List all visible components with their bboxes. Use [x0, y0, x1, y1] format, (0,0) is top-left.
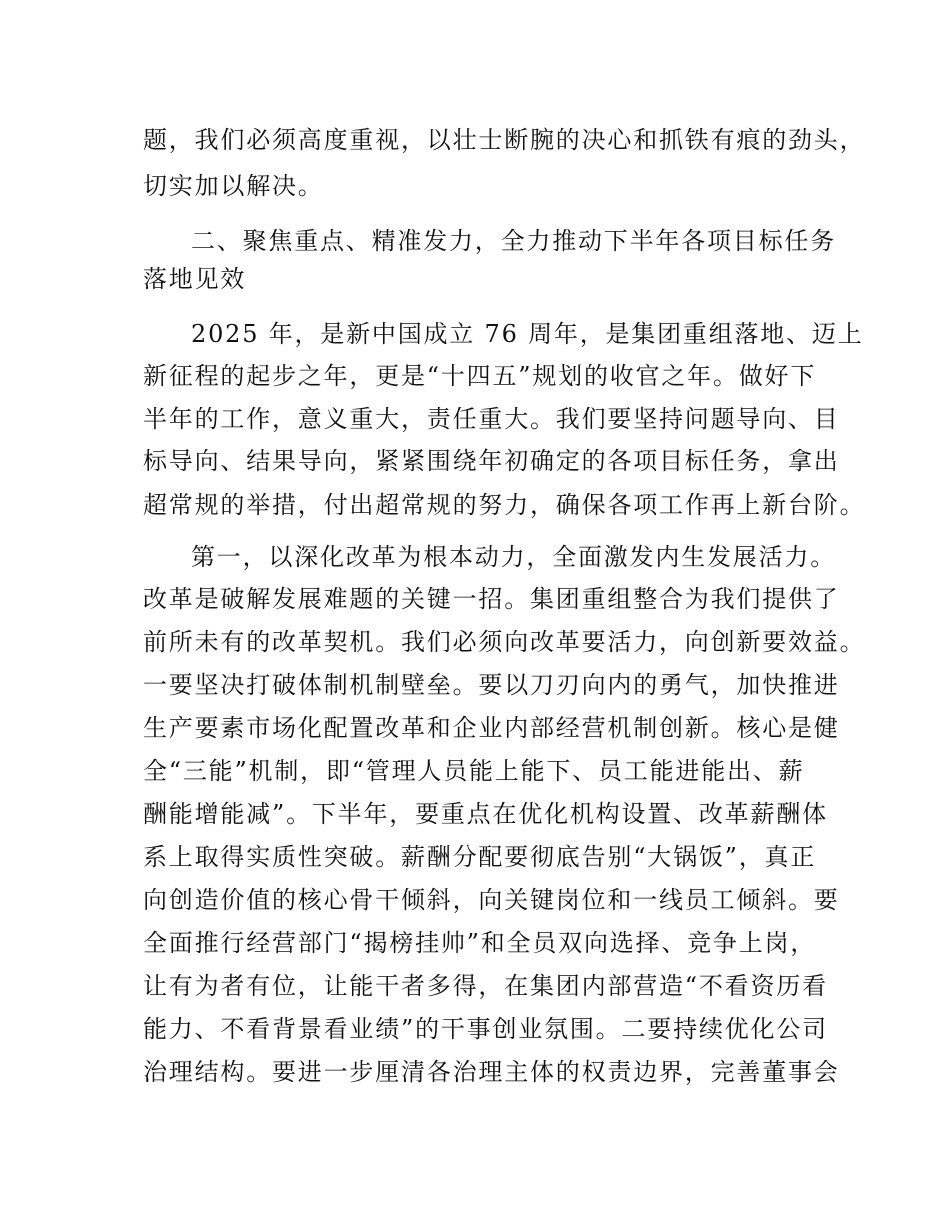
text-line: 向创造价值的核心骨干倾斜，向关键岗位和一线员工倾斜。要: [143, 886, 840, 914]
text-line: 能力、不看背景看业绩”的干事创业氛围。二要持续优化公司: [143, 1015, 828, 1043]
text-line: 题，我们必须高度重视，以壮士断腕的决心和抓铁有痕的劲头，: [143, 126, 866, 154]
text-line: 让有为者有位，让能干者多得，在集团内部营造“不看资历看: [143, 972, 828, 1000]
text-line: 标导向、结果导向，紧紧围绕年初确定的各项目标任务，拿出: [143, 447, 840, 475]
text-line: 前所未有的改革契机。我们必须向改革要活力，向创新要效益。: [143, 628, 866, 656]
text-line: 2025 年，是新中国成立 76 周年，是集团重组落地、迈上: [191, 320, 864, 348]
text-line: 新征程的起步之年，更是“十四五”规划的收官之年。做好下: [143, 362, 817, 390]
text-line: 半年的工作，意义重大，责任重大。我们要坚持问题导向、目: [143, 405, 840, 433]
text-line: 系上取得实质性突破。薪酬分配要彻底告别“大锅饭”，真正: [143, 843, 817, 871]
text-line: 全面推行经营部门“揭榜挂帅”和全员双向选择、竞争上岗，: [143, 929, 817, 957]
text-line: 切实加以解决。: [143, 172, 324, 200]
text-line: 治理结构。要进一步厘清各治理主体的权责边界，完善董事会: [143, 1058, 840, 1086]
section-heading: 二、聚焦重点、精准发力，全力推动下半年各项目标任务: [191, 227, 836, 255]
text-line: 生产要素市场化配置改革和企业内部经营机制创新。核心是健: [143, 714, 840, 742]
text-line: 全“三能”机制，即“管理人员能上能下、员工能进能出、薪: [143, 757, 805, 785]
text-line: 一要坚决打破体制机制壁垒。要以刀刃向内的勇气，加快推进: [143, 671, 840, 699]
text-line: 超常规的举措，付出超常规的努力，确保各项工作再上新台阶。: [143, 491, 866, 519]
text-line: 改革是破解发展难题的关键一招。集团重组整合为我们提供了: [143, 585, 840, 613]
text-line: 酬能增能减”。下半年，要重点在优化机构设置、改革薪酬体: [143, 800, 828, 828]
paragraph-heading: 第一，以深化改革为根本动力，全面激发内生发展活力。: [191, 543, 836, 571]
section-heading: 落地见效: [143, 265, 247, 293]
